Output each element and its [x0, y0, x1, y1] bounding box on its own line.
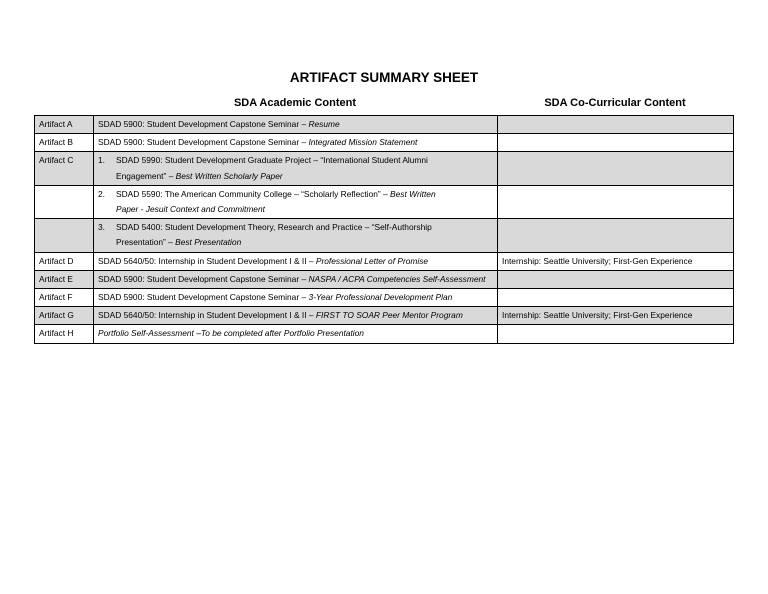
- cocurricular-cell: [498, 325, 734, 343]
- table-row: [35, 116, 734, 134]
- cocurricular-cell: [498, 289, 734, 307]
- artifact-title: NASPA / ACPA Competencies Self-Assessment: [308, 273, 486, 284]
- artifact-label: Artifact H: [35, 325, 94, 343]
- course-text: SDAD 5900: Student Development Capstone Seminar –: [98, 292, 309, 303]
- artifact-label: Artifact A: [35, 116, 94, 134]
- cocurricular-cell: [498, 270, 734, 288]
- academic-content-cell: [94, 134, 498, 152]
- list-number: 3.: [98, 222, 105, 233]
- course-text: SDAD 5400: Student Development Theory, Research and Practice – “Self-Authorship: [116, 222, 432, 233]
- table-row: [35, 134, 734, 152]
- academic-content-cell: [94, 219, 498, 252]
- course-text: SDAD 5900: Student Development Capstone Seminar –: [98, 119, 309, 129]
- academic-content-cell: [94, 270, 498, 288]
- artifact-title: FIRST TO SOAR Peer Mentor Program: [315, 310, 463, 321]
- academic-content-cell: [94, 252, 498, 270]
- cocurricular-cell: [498, 219, 734, 252]
- document-title: ARTIFACT SUMMARY SHEET: [289, 70, 479, 85]
- list-number: 2.: [98, 188, 105, 199]
- artifact-title: Portfolio Self-Assessment –To be completed after Portfolio Presentation: [98, 328, 364, 339]
- course-text: SDAD 5900: Student Development Capstone Seminar –: [98, 137, 309, 148]
- artifact-label: Artifact C: [35, 152, 94, 185]
- course-text: SDAD 5640/50: Internship in Student Development I & II –: [98, 310, 316, 321]
- cocurricular-cell: [498, 134, 734, 152]
- cocurricular-cell: Internship: Seattle University; First-Gen Experience: [498, 307, 734, 325]
- cocurricular-cell: [498, 185, 734, 218]
- course-text: SDAD 5590: The American Community College – “Scholarly Reflection” –: [116, 188, 391, 199]
- academic-content-header: SDA Academic Content: [233, 97, 357, 109]
- course-text-continued: Presentation” –: [116, 237, 176, 248]
- academic-content-cell: [94, 325, 498, 343]
- artifact-summary-table: [34, 115, 734, 344]
- academic-content-cell: [94, 116, 498, 134]
- academic-content-cell: [94, 152, 498, 185]
- artifact-title: Best Presentation: [175, 237, 242, 248]
- table-row: [35, 219, 734, 252]
- cocurricular-content-header: SDA Co-Curricular Content: [544, 97, 686, 109]
- table-row: [35, 270, 734, 288]
- artifact-title: Best Written: [390, 188, 436, 199]
- artifact-label: Artifact D: [35, 252, 94, 270]
- academic-content-cell: [94, 289, 498, 307]
- course-text: SDAD 5900: Student Development Capstone Seminar –: [98, 273, 309, 284]
- cocurricular-cell: [498, 116, 734, 134]
- artifact-label: Artifact F: [35, 289, 94, 307]
- cocurricular-cell: [498, 152, 734, 185]
- table-row: [35, 307, 734, 325]
- artifact-label: Artifact B: [35, 134, 94, 152]
- academic-content-cell: [94, 185, 498, 218]
- artifact-title: 3-Year Professional Development Plan: [308, 292, 453, 303]
- artifact-label: [35, 185, 94, 218]
- table-row: [35, 252, 734, 270]
- artifact-title: Professional Letter of Promise: [315, 255, 429, 266]
- artifact-title: Best Written Scholarly Paper: [175, 170, 283, 181]
- artifact-title-continued: Paper - Jesuit Context and Commitment: [116, 204, 265, 215]
- artifact-label: [35, 219, 94, 252]
- artifact-label: Artifact E: [35, 270, 94, 288]
- list-number: 1.: [98, 155, 105, 166]
- table-row: [35, 185, 734, 218]
- table-row: [35, 325, 734, 343]
- course-text: SDAD 5990: Student Development Graduate Project – “International Student Alumni: [116, 155, 428, 166]
- artifact-title: Resume: [308, 119, 340, 129]
- artifact-title: Integrated Mission Statement: [308, 137, 418, 148]
- course-text: SDAD 5640/50: Internship in Student Development I & II –: [98, 255, 316, 266]
- table-row: [35, 152, 734, 185]
- table-row: [35, 289, 734, 307]
- cocurricular-cell: Internship: Seattle University; First-Gen Experience: [498, 252, 734, 270]
- academic-content-cell: [94, 307, 498, 325]
- artifact-label: Artifact G: [35, 307, 94, 325]
- course-text-continued: Engagement” –: [116, 170, 176, 181]
